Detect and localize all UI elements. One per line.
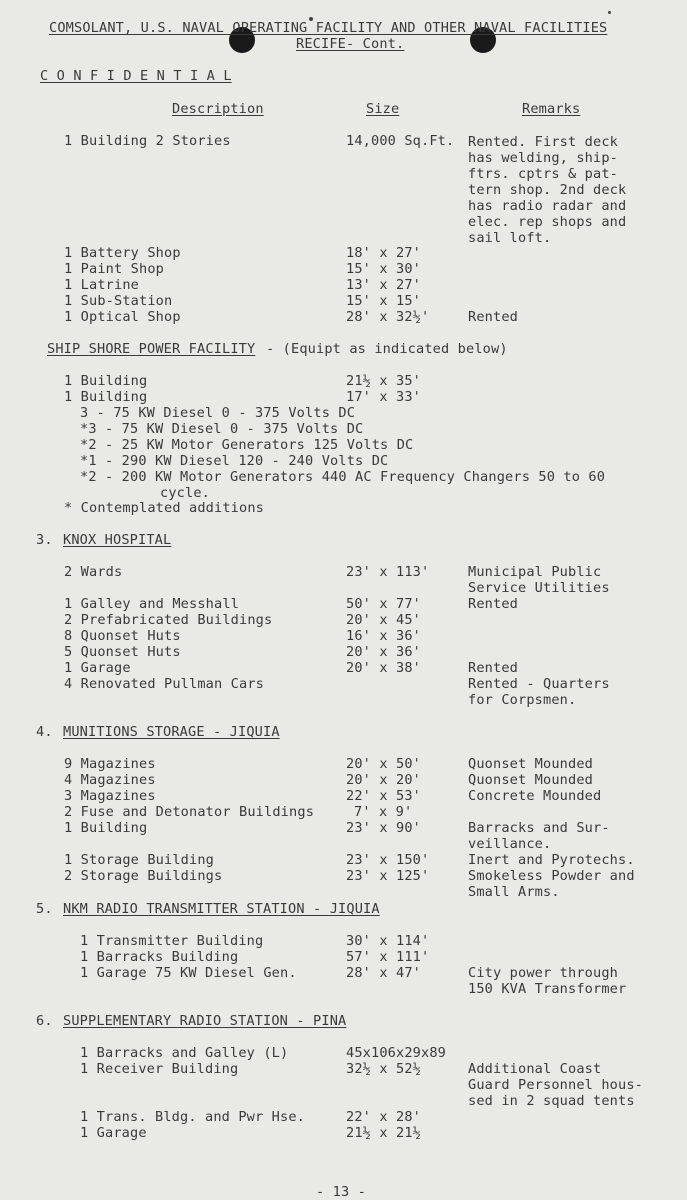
section-number: 3. (36, 532, 53, 548)
section-number: 5. (36, 901, 53, 917)
row-size: 21½ x 35' (346, 373, 422, 389)
row-description: 1 Building 2 Stories (64, 133, 231, 149)
column-header-remarks: Remarks (522, 101, 581, 117)
row-size: 20' x 50' (346, 756, 422, 772)
row-description: 2 Prefabricated Buildings (64, 612, 273, 628)
row-remarks: Additional Coast (468, 1061, 602, 1077)
row-size: 20' x 20' (346, 772, 422, 788)
row-remarks: Guard Personnel hous- (468, 1077, 644, 1093)
row-description: 4 Renovated Pullman Cars (64, 676, 265, 692)
equipment-line: 3 - 75 KW Diesel 0 - 375 Volts DC (80, 405, 356, 421)
row-remarks: Rented (468, 309, 519, 325)
row-size: 20' x 45' (346, 612, 422, 628)
row-remarks: Rented. First deck (468, 134, 619, 150)
row-size: 50' x 77' (346, 596, 422, 612)
row-description: 1 Garage (80, 1125, 147, 1141)
page-number: - 13 - (316, 1184, 367, 1200)
row-size: 28' x 32½' (346, 309, 430, 325)
row-description: 1 Optical Shop (64, 309, 181, 325)
row-size: 57' x 111' (346, 949, 430, 965)
row-size: 23' x 125' (346, 868, 430, 884)
row-size: 21½ x 21½ (346, 1125, 422, 1141)
row-description: 2 Wards (64, 564, 123, 580)
section-heading-knox-hospital: KNOX HOSPITAL (63, 532, 172, 548)
row-size: 16' x 36' (346, 628, 422, 644)
row-size: 7' x 9' (354, 804, 413, 820)
row-size: 20' x 38' (346, 660, 422, 676)
section-heading-note: - (Equipt as indicated below) (266, 341, 508, 357)
row-description: 1 Barracks Building (80, 949, 239, 965)
row-description: 1 Receiver Building (80, 1061, 239, 1077)
row-remarks: Quonset Mounded (468, 756, 594, 772)
equipment-line: cycle. (160, 485, 211, 501)
row-description: 1 Storage Building (64, 852, 215, 868)
row-description: 3 Magazines (64, 788, 156, 804)
row-size: 32½ x 52½ (346, 1061, 422, 1077)
row-remarks: City power through (468, 965, 619, 981)
row-remarks: Quonset Mounded (468, 772, 594, 788)
row-description: 1 Building (64, 389, 148, 405)
row-description: 1 Transmitter Building (80, 933, 264, 949)
row-description: 1 Garage 75 KW Diesel Gen. (80, 965, 297, 981)
row-description: 1 Paint Shop (64, 261, 165, 277)
column-header-size: Size (366, 101, 400, 117)
row-size: 23' x 113' (346, 564, 430, 580)
row-remarks: Smokeless Powder and (468, 868, 635, 884)
section-heading-supplementary-radio: SUPPLEMENTARY RADIO STATION - PINA (63, 1013, 347, 1029)
row-remarks: sail loft. (468, 230, 552, 246)
row-size: 23' x 150' (346, 852, 430, 868)
row-size: 18' x 27' (346, 245, 422, 261)
row-size: 22' x 28' (346, 1109, 422, 1125)
row-description: 1 Sub-Station (64, 293, 173, 309)
row-description: 1 Barracks and Galley (L) (80, 1045, 289, 1061)
row-description: 4 Magazines (64, 772, 156, 788)
section-heading-radio-transmitter: NKM RADIO TRANSMITTER STATION - JIQUIA (63, 901, 380, 917)
row-description: 1 Battery Shop (64, 245, 181, 261)
row-remarks: 150 KVA Transformer (468, 981, 627, 997)
row-remarks: Inert and Pyrotechs. (468, 852, 635, 868)
row-remarks: Concrete Mounded (468, 788, 602, 804)
row-size: 28' x 47' (346, 965, 422, 981)
document-header-line2: RECIFE- Cont. (296, 36, 405, 52)
row-remarks: ftrs. cptrs & pat- (468, 166, 619, 182)
row-size: 22' x 53' (346, 788, 422, 804)
row-description: 5 Quonset Huts (64, 644, 181, 660)
row-description: 2 Storage Buildings (64, 868, 223, 884)
row-description: 1 Trans. Bldg. and Pwr Hse. (80, 1109, 306, 1125)
row-description: 9 Magazines (64, 756, 156, 772)
section-heading-ship-shore: SHIP SHORE POWER FACILITY (47, 341, 256, 357)
footnote: * Contemplated additions (64, 500, 265, 516)
row-remarks: veillance. (468, 836, 552, 852)
equipment-line: *3 - 75 KW Diesel 0 - 375 Volts DC (80, 421, 364, 437)
row-size: 15' x 15' (346, 293, 422, 309)
equipment-line: *1 - 290 KW Diesel 120 - 240 Volts DC (80, 453, 389, 469)
row-description: 1 Garage (64, 660, 131, 676)
row-remarks: Rented (468, 596, 519, 612)
row-description: 8 Quonset Huts (64, 628, 181, 644)
row-size: 14,000 Sq.Ft. (346, 133, 455, 149)
row-size: 17' x 33' (346, 389, 422, 405)
speck (608, 11, 611, 14)
equipment-line: *2 - 200 KW Motor Generators 440 AC Frequency Changers 50 to 60 (80, 469, 606, 485)
row-remarks: Rented - Quarters (468, 676, 610, 692)
document-header-line1: COMSOLANT, U.S. NAVAL OPERATING FACILITY AND OTHER NAVAL FACILITIES (49, 20, 608, 36)
row-size: 15' x 30' (346, 261, 422, 277)
row-remarks: Small Arms. (468, 884, 560, 900)
row-description: 1 Building (64, 820, 148, 836)
row-description: 2 Fuse and Detonator Buildings (64, 804, 315, 820)
section-heading-munitions-storage: MUNITIONS STORAGE - JIQUIA (63, 724, 280, 740)
row-remarks: for Corpsmen. (468, 692, 577, 708)
classification-mark: C O N F I D E N T I A L (40, 68, 232, 84)
section-number: 4. (36, 724, 53, 740)
row-remarks: has welding, ship- (468, 150, 619, 166)
row-remarks: Municipal Public (468, 564, 602, 580)
row-size: 23' x 90' (346, 820, 422, 836)
row-remarks: has radio radar and (468, 198, 627, 214)
row-size: 20' x 36' (346, 644, 422, 660)
row-remarks: Barracks and Sur- (468, 820, 610, 836)
row-remarks: Service Utilities (468, 580, 610, 596)
row-size: 30' x 114' (346, 933, 430, 949)
row-description: 1 Building (64, 373, 148, 389)
section-number: 6. (36, 1013, 53, 1029)
row-remarks: Rented (468, 660, 519, 676)
row-remarks: tern shop. 2nd deck (468, 182, 627, 198)
row-remarks: elec. rep shops and (468, 214, 627, 230)
row-size: 45x106x29x89 (346, 1045, 447, 1061)
row-remarks: sed in 2 squad tents (468, 1093, 635, 1109)
column-header-description: Description (172, 101, 264, 117)
row-description: 1 Galley and Messhall (64, 596, 240, 612)
row-description: 1 Latrine (64, 277, 140, 293)
equipment-line: *2 - 25 KW Motor Generators 125 Volts DC (80, 437, 414, 453)
row-size: 13' x 27' (346, 277, 422, 293)
